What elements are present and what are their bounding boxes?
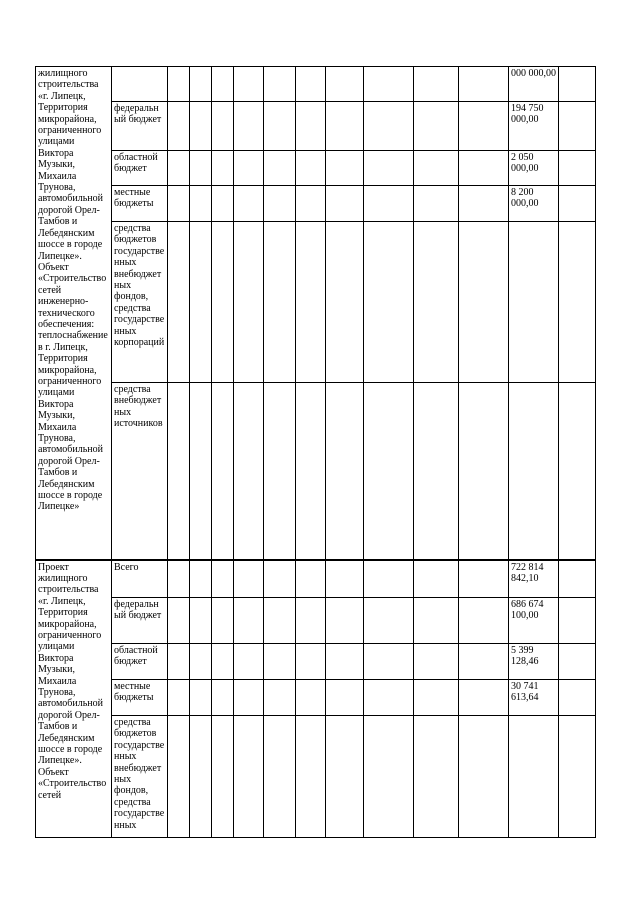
empty-cell [264, 67, 296, 102]
empty-cell [559, 560, 596, 598]
amount-cell: 30 741 613,64 [509, 680, 559, 716]
amount-cell: 5 399 128,46 [509, 644, 559, 680]
empty-cell [212, 67, 234, 102]
empty-cell [414, 560, 459, 598]
empty-cell [168, 644, 190, 680]
empty-cell [212, 102, 234, 151]
amount-cell: 000 000,00 [509, 67, 559, 102]
empty-cell [364, 560, 414, 598]
amount-cell: 2 050 000,00 [509, 151, 559, 186]
amount-cell [509, 383, 559, 560]
empty-cell [414, 186, 459, 222]
empty-cell [190, 67, 212, 102]
funding-source [112, 67, 168, 102]
empty-cell [296, 383, 326, 560]
empty-cell [190, 151, 212, 186]
empty-cell [364, 644, 414, 680]
empty-cell [168, 67, 190, 102]
empty-cell [364, 222, 414, 383]
empty-cell [264, 102, 296, 151]
table-row [36, 222, 596, 383]
empty-cell [364, 680, 414, 716]
amount-cell: 686 674 100,00 [509, 598, 559, 644]
empty-cell [459, 644, 509, 680]
funding-source: областной бюджет [112, 644, 168, 680]
amount-cell [509, 222, 559, 383]
empty-cell [364, 102, 414, 151]
empty-cell [168, 186, 190, 222]
table-row [36, 151, 596, 186]
empty-cell [559, 151, 596, 186]
empty-cell [212, 222, 234, 383]
empty-cell [414, 644, 459, 680]
empty-cell [190, 560, 212, 598]
table-row [36, 716, 596, 838]
empty-cell [326, 102, 364, 151]
empty-cell [414, 598, 459, 644]
empty-cell [296, 102, 326, 151]
empty-cell [326, 151, 364, 186]
empty-cell [459, 102, 509, 151]
empty-cell [364, 186, 414, 222]
empty-cell [414, 102, 459, 151]
empty-cell [212, 680, 234, 716]
empty-cell [190, 102, 212, 151]
funding-source: местные бюджеты [112, 186, 168, 222]
empty-cell [264, 151, 296, 186]
empty-cell [234, 151, 264, 186]
empty-cell [414, 222, 459, 383]
empty-cell [364, 716, 414, 838]
project-description: жилищного строительства «г. Липецк, Территория микрорайона, ограниченного улицами Виктора Музыки, Михаила Трунова, автомобильной дорогой Орел-Тамбов и Лебедянским шоссе в городе Липецке». Объект «Строительство сетей инженерно-технического обеспечения: теплоснабжение в г. Липецк, Территория микрорайона, ограниченного улицами Виктора Музыки, Михаила Трунова, автомобильной дорогой Орел-Тамбов и Лебедянским шоссе в городе Липецке» [36, 67, 112, 560]
amount-cell: 194 750 000,00 [509, 102, 559, 151]
funding-source: местные бюджеты [112, 680, 168, 716]
funding-source: федеральный бюджет [112, 102, 168, 151]
amount-cell: 8 200 000,00 [509, 186, 559, 222]
empty-cell [168, 383, 190, 560]
empty-cell [414, 151, 459, 186]
table-row [36, 67, 596, 102]
project-description: Проект жилищного строительства «г. Липецк, Территория микрорайона, ограниченного улицами Виктора Музыки, Михаила Трунова, автомобильной дорогой Орел-Тамбов и Лебедянским шоссе в городе Липецке». Объект «Строительство сетей [36, 560, 112, 838]
empty-cell [190, 680, 212, 716]
empty-cell [168, 598, 190, 644]
table-row [36, 644, 596, 680]
empty-cell [414, 680, 459, 716]
empty-cell [234, 186, 264, 222]
empty-cell [414, 716, 459, 838]
empty-cell [234, 644, 264, 680]
empty-cell [234, 680, 264, 716]
empty-cell [212, 186, 234, 222]
empty-cell [364, 151, 414, 186]
empty-cell [234, 102, 264, 151]
empty-cell [326, 680, 364, 716]
empty-cell [264, 383, 296, 560]
empty-cell [364, 383, 414, 560]
empty-cell [168, 222, 190, 383]
empty-cell [326, 222, 364, 383]
funding-source: областной бюджет [112, 151, 168, 186]
empty-cell [190, 222, 212, 383]
empty-cell [212, 598, 234, 644]
empty-cell [264, 186, 296, 222]
table-row [36, 560, 596, 598]
empty-cell [459, 186, 509, 222]
empty-cell [296, 67, 326, 102]
empty-cell [296, 716, 326, 838]
empty-cell [296, 151, 326, 186]
empty-cell [234, 560, 264, 598]
empty-cell [364, 67, 414, 102]
table-row [36, 383, 596, 560]
empty-cell [459, 598, 509, 644]
empty-cell [559, 644, 596, 680]
empty-cell [326, 644, 364, 680]
funding-source: федеральный бюджет [112, 598, 168, 644]
empty-cell [459, 67, 509, 102]
empty-cell [559, 680, 596, 716]
empty-cell [264, 680, 296, 716]
amount-cell [509, 716, 559, 838]
empty-cell [326, 67, 364, 102]
empty-cell [326, 598, 364, 644]
empty-cell [559, 716, 596, 838]
empty-cell [190, 383, 212, 560]
empty-cell [264, 598, 296, 644]
empty-cell [559, 383, 596, 560]
empty-cell [190, 716, 212, 838]
empty-cell [212, 151, 234, 186]
empty-cell [326, 716, 364, 838]
empty-cell [264, 716, 296, 838]
table-row [36, 102, 596, 151]
empty-cell [168, 102, 190, 151]
empty-cell [212, 716, 234, 838]
empty-cell [168, 151, 190, 186]
empty-cell [190, 186, 212, 222]
empty-cell [459, 383, 509, 560]
empty-cell [326, 383, 364, 560]
empty-cell [459, 222, 509, 383]
funding-source: средства бюджетов государственных внебюджетных фондов, средства государственных корпораций [112, 222, 168, 383]
empty-cell [296, 598, 326, 644]
empty-cell [296, 560, 326, 598]
empty-cell [559, 67, 596, 102]
empty-cell [212, 560, 234, 598]
budget-table [35, 66, 596, 838]
empty-cell [212, 383, 234, 560]
empty-cell [296, 186, 326, 222]
empty-cell [559, 186, 596, 222]
table-row [36, 680, 596, 716]
empty-cell [459, 151, 509, 186]
empty-cell [414, 383, 459, 560]
empty-cell [234, 716, 264, 838]
empty-cell [326, 186, 364, 222]
empty-cell [296, 680, 326, 716]
empty-cell [168, 716, 190, 838]
empty-cell [364, 598, 414, 644]
empty-cell [326, 560, 364, 598]
empty-cell [414, 67, 459, 102]
empty-cell [190, 644, 212, 680]
empty-cell [234, 383, 264, 560]
funding-source: средства бюджетов государственных внебюджетных фондов, средства государственных [112, 716, 168, 838]
empty-cell [234, 598, 264, 644]
funding-source: Всего [112, 560, 168, 598]
empty-cell [559, 598, 596, 644]
empty-cell [559, 222, 596, 383]
empty-cell [296, 644, 326, 680]
empty-cell [264, 644, 296, 680]
empty-cell [296, 222, 326, 383]
empty-cell [459, 716, 509, 838]
empty-cell [559, 102, 596, 151]
table-row [36, 598, 596, 644]
empty-cell [168, 680, 190, 716]
table-row [36, 186, 596, 222]
empty-cell [234, 67, 264, 102]
empty-cell [264, 560, 296, 598]
empty-cell [168, 560, 190, 598]
empty-cell [264, 222, 296, 383]
empty-cell [190, 598, 212, 644]
funding-source: средства внебюджетных источников [112, 383, 168, 560]
empty-cell [459, 680, 509, 716]
empty-cell [234, 222, 264, 383]
empty-cell [212, 644, 234, 680]
amount-cell: 722 814 842,10 [509, 560, 559, 598]
empty-cell [459, 560, 509, 598]
